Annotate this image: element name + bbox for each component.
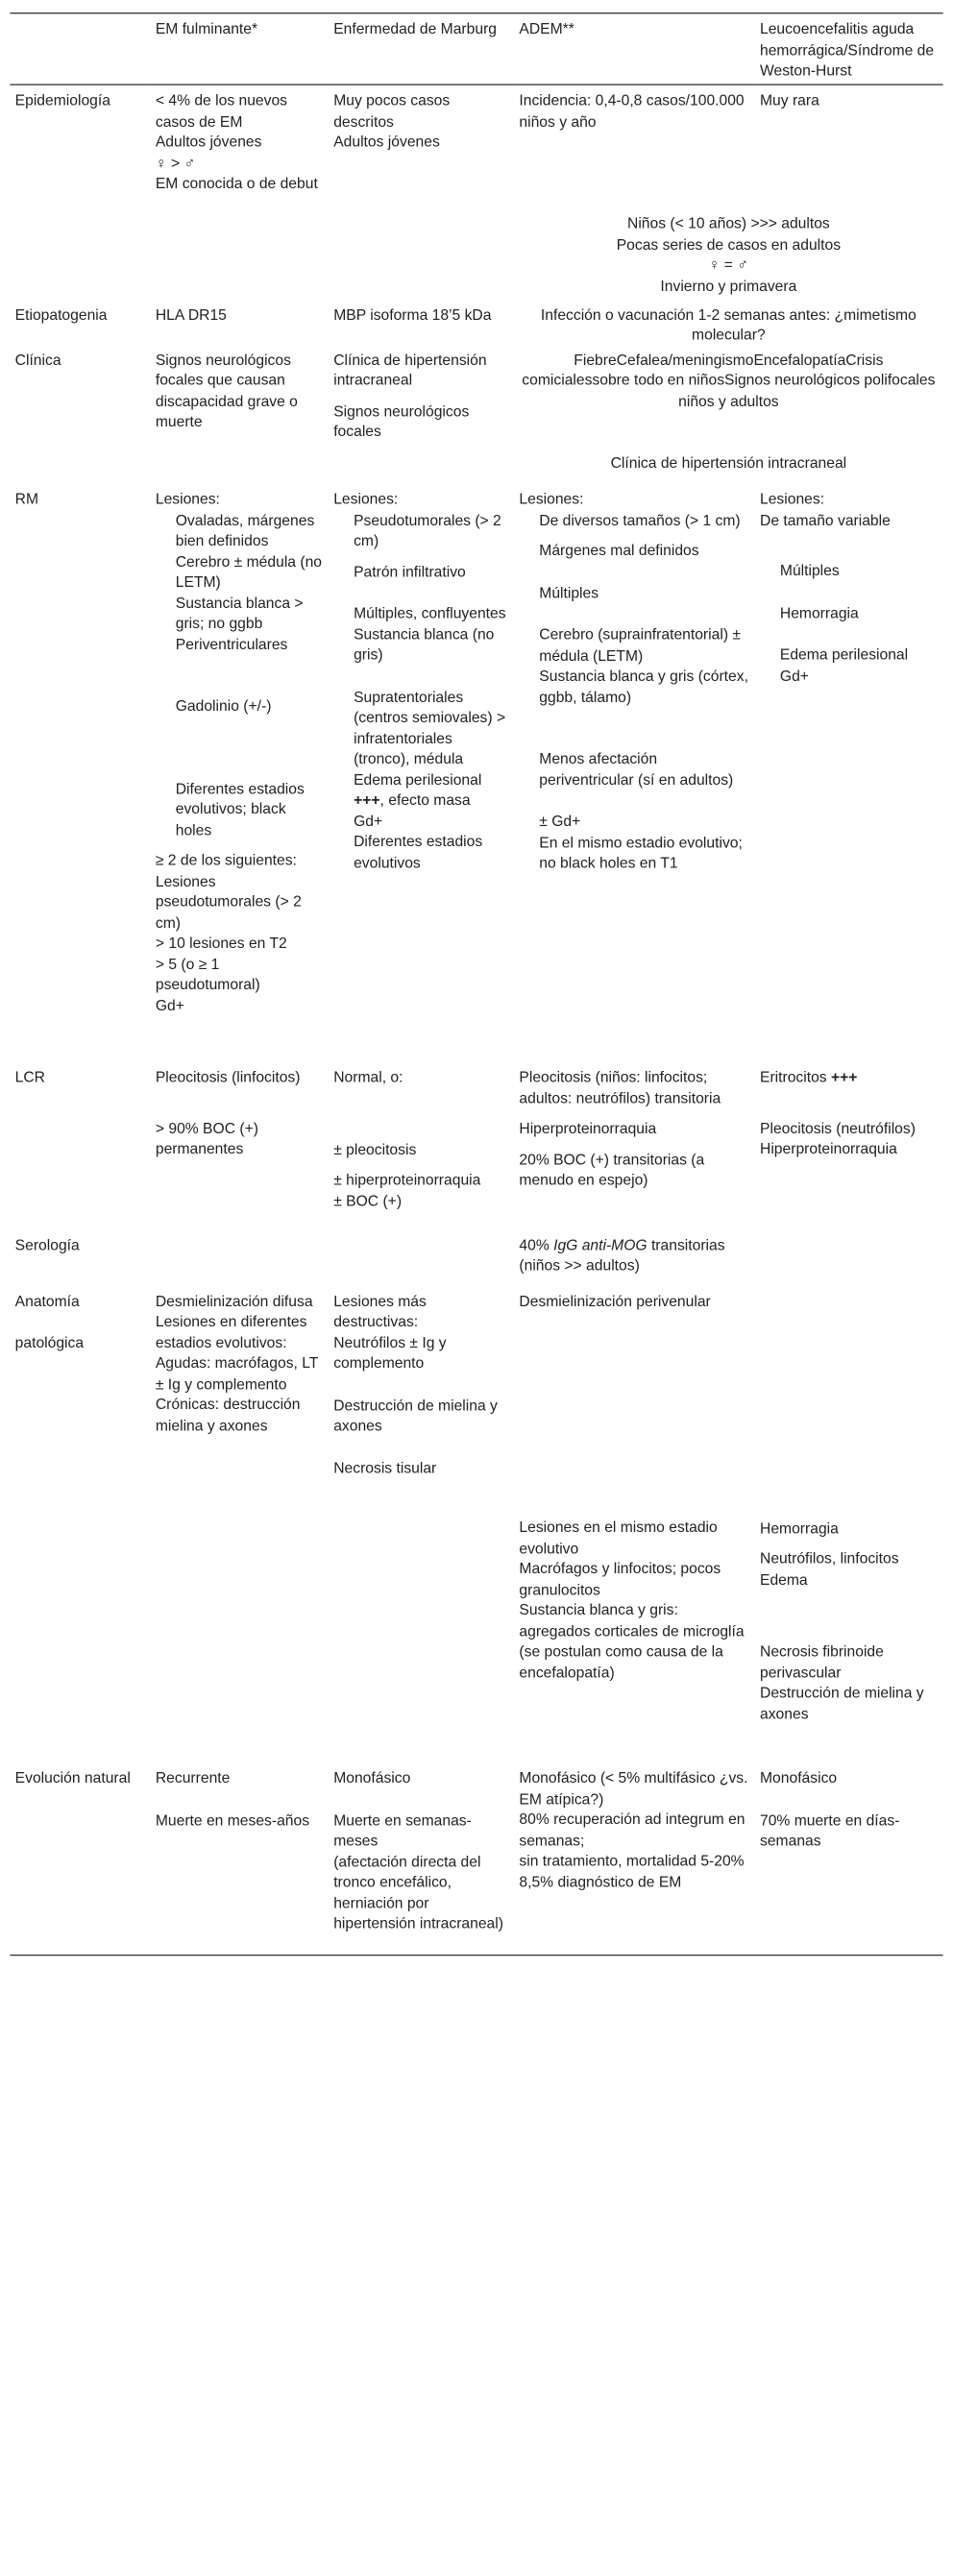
rm-em-4: Gadolinio (+/-): [175, 697, 272, 716]
row-anatomia: [10, 1280, 942, 1762]
rm-em-criteria-4: Gd+: [155, 996, 184, 1014]
lcr-lah-0: Pleocitosis (neutrófilos): [760, 1119, 916, 1137]
anat-marburg-1: Neutrófilos ± Ig y complemento: [333, 1333, 447, 1373]
evo-lah: [755, 1762, 943, 1955]
lcr-marburg-0: Normal, o:: [333, 1068, 403, 1087]
rm-adem-label: Lesiones:: [519, 490, 584, 508]
rm-em-criteria-1: Lesiones pseudotumorales (> 2 cm): [155, 872, 302, 932]
row-label-serologia: Serología: [14, 1235, 80, 1254]
lcr-adem-1: Hiperproteinorraquia: [519, 1120, 657, 1138]
lcr-lah-a: Eritrocitos: [760, 1068, 832, 1087]
rm-marburg-stages: Diferentes estadios evolutivos: [354, 833, 483, 871]
epi-shared-2: ♀ = ♂: [708, 255, 749, 274]
rm-adem-4: Sustancia blanca y gris (córtex, ggbb, tálamo): [539, 667, 748, 706]
rm-marburg-gd: Gd+: [354, 812, 383, 830]
rm-marburg-2: Múltiples, confluyentes: [354, 604, 506, 622]
evo-adem-1: 80% recuperación ad integrum en semanas;: [519, 1810, 745, 1849]
rm-adem-6: ± Gd+: [539, 813, 581, 831]
rm-lah-0: De tamaño variable: [760, 511, 891, 529]
evo-marburg-1: Muerte en semanas-meses: [333, 1810, 472, 1850]
anat-adem-2: Sustancia blanca y gris: agregados corticales de microglía (se postulan como causa de la encefalopatía): [519, 1600, 745, 1681]
lcr-marburg-3: ± BOC (+): [333, 1192, 403, 1210]
header-lah: Leucoencefalitis aguda hemorrágica/Síndrome de Weston-Hurst: [760, 19, 935, 80]
anat-lah-1: Neutrófilos, linfocitos: [760, 1549, 899, 1567]
anat-em: [151, 1280, 329, 1762]
epi-em-3: EM conocida o de debut: [155, 174, 318, 192]
evo-adem-0: Monofásico (< 5% multifásico ¿vs. EM atípica?): [519, 1768, 748, 1808]
rm-adem-7: En el mismo estadio evolutivo;: [539, 833, 743, 851]
rm-lah: [755, 484, 943, 1062]
rm-adem-8: no black holes en T1: [539, 854, 678, 872]
header-marburg: Enfermedad de Marburg: [333, 19, 498, 38]
rm-adem-2: Múltiples: [539, 583, 599, 602]
clin-shared-0: FiebreCefalea/meningismoEncefalopatíaCrisis comicialessobre todo en niñosSignos neurológicos polifocales niños y adultos: [522, 350, 936, 410]
rm-marburg-1: Patrón infiltrativo: [354, 562, 466, 580]
anat-lah: [755, 1280, 943, 1762]
rm-marburg-edema: [333, 769, 509, 811]
rm-lah-label: Lesiones:: [760, 490, 825, 508]
anat-marburg: [329, 1280, 514, 1762]
row-lcr: [10, 1062, 942, 1225]
lcr-marburg: [329, 1062, 514, 1225]
lcr-lah-b: +++: [831, 1068, 858, 1087]
lcr-marburg-2: ± hiperproteinorraquia: [333, 1171, 481, 1190]
row-label-evolucion: Evolución natural: [14, 1768, 131, 1787]
anat-label-1: patológica: [14, 1333, 85, 1352]
rm-lah-3: Edema perilesional: [779, 645, 909, 664]
etio-marburg: MBP isoforma 18’5 kDa: [333, 305, 492, 324]
sero-adem: [514, 1225, 755, 1280]
epi-marburg-0: Muy pocos casos descritos: [333, 91, 451, 131]
rm-em-1: Cerebro ± médula (no LETM): [175, 552, 323, 592]
rm-em-3: Periventriculares: [175, 635, 288, 653]
anat-marburg-2: Destrucción de mielina y axones: [333, 1396, 498, 1435]
epi-em-1: Adultos jóvenes: [155, 133, 262, 151]
rm-adem-5: Menos afectación periventricular (sí en adultos): [539, 749, 734, 789]
anat-lah-3: Necrosis fibrinoide perivascular: [760, 1641, 884, 1681]
epi-em-2: ♀ > ♂: [155, 153, 196, 172]
sero-adem-a: 40%: [519, 1235, 554, 1254]
evo-marburg-2: (afectación directa del tronco encefálico, herniación por hipertensión intracraneal): [333, 1852, 503, 1932]
row-etiopatogenia: [10, 304, 942, 350]
lcr-em-1: > 90% BOC (+) permanentes: [155, 1119, 258, 1158]
row-epidemiologia: [10, 85, 942, 204]
row-label-etiopatogenia: Etiopatogenia: [14, 305, 108, 324]
evo-em-1: Muerte en meses-años: [155, 1810, 310, 1829]
epi-shared: [514, 204, 942, 304]
rm-em-5: Diferentes estadios evolutivos; black holes: [175, 779, 305, 838]
rm-em-criteria-3: > 5 (o ≥ 1 pseudotumoral): [155, 955, 260, 994]
row-label-epidemiologia: Epidemiología: [14, 91, 110, 109]
rm-marburg-label: Lesiones:: [333, 490, 399, 508]
anat-adem-0: Lesiones en el mismo estadio evolutivo: [519, 1518, 718, 1557]
clin-marburg-1: Signos neurológicos focales: [333, 401, 470, 441]
row-label-anatomia: [10, 1280, 150, 1762]
lcr-em-0: Pleocitosis (linfocitos): [155, 1068, 301, 1087]
anat-adem: [514, 1280, 755, 1762]
rm-em-criteria-0: ≥ 2 de los siguientes:: [155, 851, 297, 869]
epi-shared-3: Invierno y primavera: [660, 277, 797, 295]
evo-em-0: Recurrente: [155, 1768, 231, 1787]
row-rm: [10, 484, 942, 1062]
lcr-marburg-1: ± pleocitosis: [333, 1140, 417, 1159]
clin-shared: [514, 350, 942, 485]
rm-em-label: Lesiones:: [155, 490, 220, 508]
rm-lah-4: Gd+: [779, 667, 809, 685]
rm-adem-1: Márgenes mal definidos: [539, 542, 699, 560]
anat-lah-0: Hemorragia: [760, 1519, 839, 1537]
rm-em-0: Ovaladas, márgenes bien definidos: [175, 511, 315, 550]
anat-label-0: Anatomía: [14, 1292, 80, 1310]
epi-adem: Incidencia: 0,4-0,8 casos/100.000 niños y año: [519, 91, 745, 131]
evo-adem-3: 8,5% diagnóstico de EM: [519, 1872, 682, 1890]
lcr-adem: [514, 1062, 755, 1225]
lcr-lah: [755, 1062, 943, 1225]
anat-adem-top: Desmielinización perivenular: [519, 1292, 711, 1310]
etio-shared: Infección o vacunación 1-2 semanas antes: ¿mimetismo molecular?: [540, 305, 916, 344]
clin-marburg: [329, 350, 514, 485]
sero-adem-b: IgG anti-MOG: [553, 1235, 648, 1254]
row-epidemiologia-shared: [10, 204, 942, 304]
evo-marburg-0: Monofásico: [333, 1768, 411, 1787]
clin-shared-1: Clínica de hipertensión intracraneal: [610, 453, 847, 472]
anat-lah-4: Destrucción de mielina y axones: [760, 1684, 924, 1722]
epi-shared-1: Pocas series de casos en adultos: [616, 234, 842, 254]
row-evolucion: [10, 1762, 942, 1955]
evo-adem-2: sin tratamiento, mortalidad 5-20%: [519, 1852, 745, 1870]
rm-marburg-3: Sustancia blanca (no gris): [354, 624, 495, 664]
header-cell-empty: [10, 13, 150, 85]
rm-marburg-edema-c: , efecto masa: [379, 790, 471, 810]
anat-em-2: Agudas: macrófagos, LT ± Ig y complemento: [155, 1353, 319, 1393]
rm-marburg: [329, 484, 514, 1062]
epi-lah: Muy rara: [760, 91, 819, 109]
anat-em-0: Desmielinización difusa: [155, 1292, 313, 1310]
evo-lah-1: 70% muerte en días-semanas: [760, 1810, 900, 1850]
anat-marburg-0: Lesiones más destructivas:: [333, 1292, 427, 1330]
rm-marburg-edema-a: Edema perilesional: [354, 770, 482, 789]
rm-marburg-0: Pseudotumorales (> 2 cm): [354, 511, 501, 550]
clin-marburg-0: Clínica de hipertensión intracraneal: [333, 350, 487, 389]
rm-marburg-4: Supratentoriales (centros semiovales) > infratentoriales (tronco), médula: [354, 688, 506, 768]
lcr-lah-1: Hiperproteinorraquia: [760, 1140, 897, 1158]
rm-lah-1: Múltiples: [779, 562, 840, 580]
anat-lah-2: Edema: [760, 1569, 808, 1589]
rm-em-criteria-2: > 10 lesiones en T2: [155, 934, 287, 953]
header-adem: ADEM**: [519, 19, 574, 38]
etio-em: HLA DR15: [155, 305, 227, 324]
sero-adem-c: transitorias (niños >> adultos): [519, 1235, 725, 1275]
evo-lah-0: Monofásico: [760, 1768, 838, 1787]
clin-em: Signos neurológicos focales que causan discapacidad grave o muerte: [155, 350, 298, 430]
header-row: [10, 13, 942, 85]
row-label-lcr: LCR: [14, 1068, 46, 1087]
row-serologia: [10, 1225, 942, 1280]
epi-em: [151, 85, 329, 204]
evo-em: [151, 1762, 329, 1955]
row-label-rm: RM: [14, 490, 39, 508]
evo-adem: [514, 1762, 755, 1955]
lcr-em: [151, 1062, 329, 1225]
anat-em-3: Crónicas: destrucción mielina y axones: [155, 1395, 301, 1434]
anat-marburg-3: Necrosis tisular: [333, 1458, 437, 1477]
row-label-clinica: Clínica: [14, 350, 61, 369]
comparison-table: [10, 12, 942, 1956]
lcr-lah-eritrocitos: [760, 1067, 938, 1088]
rm-em: [151, 484, 329, 1062]
rm-em-2: Sustancia blanca > gris; no ggbb: [175, 594, 304, 633]
anat-adem-1: Macrófagos y linfocitos; pocos granulocitos: [519, 1559, 721, 1598]
lcr-adem-0: Pleocitosis (niños: linfocitos; adultos: neutrófilos) transitoria: [519, 1068, 721, 1107]
evo-marburg: [329, 1762, 514, 1955]
epi-marburg-1: Adultos jóvenes: [333, 133, 440, 151]
header-em-fulminante: EM fulminante*: [155, 19, 258, 38]
rm-marburg-edema-b: +++: [354, 790, 380, 810]
rm-adem-0: De diversos tamaños (> 1 cm): [539, 511, 741, 529]
row-clinica: [10, 350, 942, 485]
rm-lah-2: Hemorragia: [779, 603, 859, 622]
anat-em-1: Lesiones en diferentes estadios evolutivos:: [155, 1312, 307, 1351]
epi-em-0: < 4% de los nuevos casos de EM: [155, 91, 288, 131]
epi-shared-0: Niños (< 10 años) >>> adultos: [627, 214, 830, 232]
epi-marburg: [329, 85, 514, 204]
rm-adem-3: Cerebro (suprainfratentorial) ± médula (LETM): [539, 625, 741, 665]
rm-adem: [514, 484, 755, 1062]
lcr-adem-2: 20% BOC (+) transitorias (a menudo en espejo): [519, 1151, 705, 1190]
